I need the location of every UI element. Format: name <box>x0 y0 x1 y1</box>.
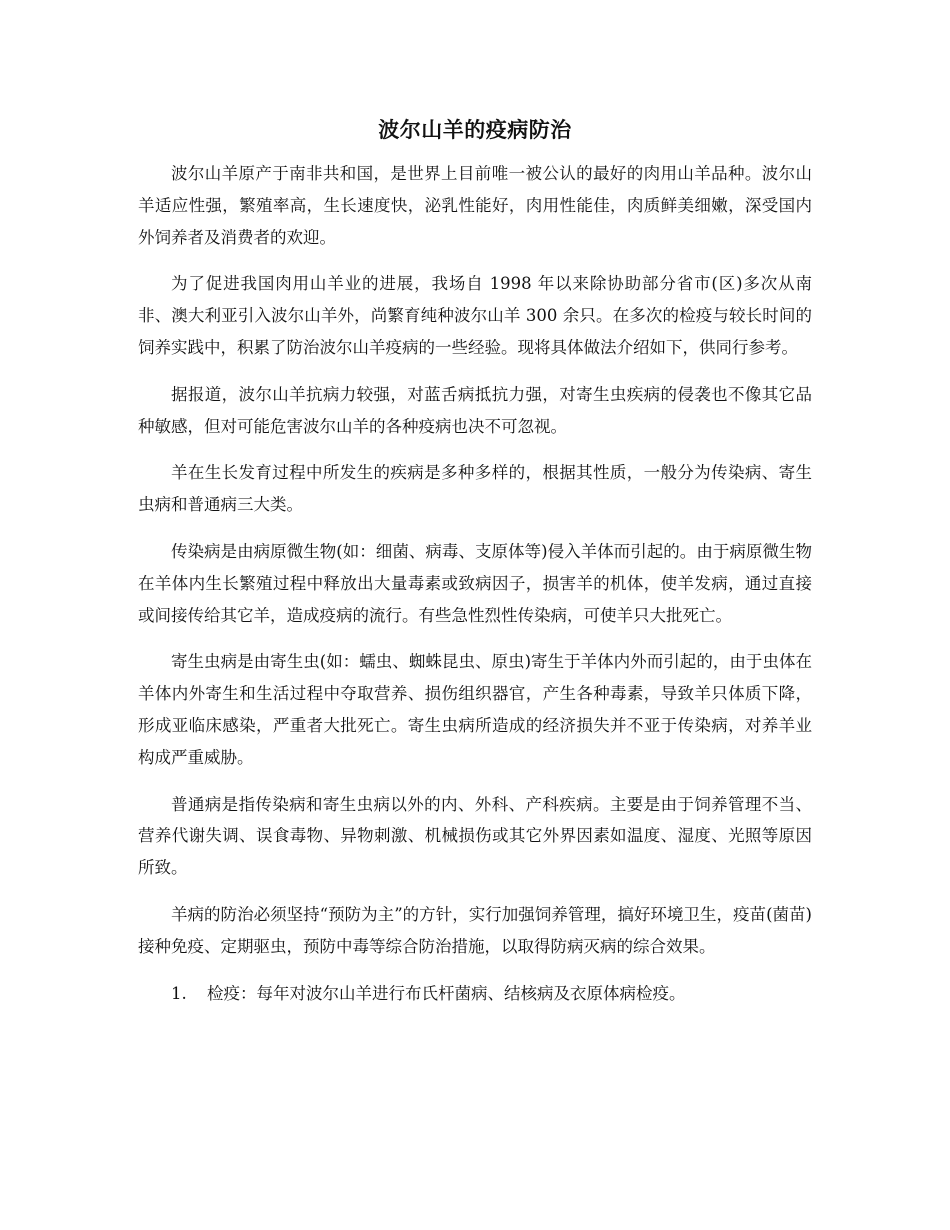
paragraph-disease-types: 羊在生长发育过程中所发生的疾病是多种多样的，根据其性质，一般分为传染病、寄生虫病和普通病三大类。 <box>138 463 812 515</box>
document-title: 波尔山羊的疫病防治 <box>378 117 572 142</box>
list-item-number: 1. <box>171 983 187 1003</box>
paragraph-background: 为了促进我国肉用山羊业的进展，我场自 1998 年以来除协助部分省市(区)多次从南非、澳大利亚引入波尔山羊外，尚繁育纯种波尔山羊 300 余只。在多次的检疫与较长时间的饲养实践中，积累了防治波尔山羊疫病的一些经验。现将具体做法介绍如下，供同行参考。 <box>138 274 812 357</box>
paragraph-common: 普通病是指传染病和寄生虫病以外的内、外科、产科疾病。主要是由于饲养管理不当、营养代谢失调、误食毒物、异物刺激、机械损伤或其它外界因素如温度、湿度、光照等原因所致。 <box>138 794 812 878</box>
list-item-text: 检疫：每年对波尔山羊进行布氏杆菌病、结核病及衣原体病检疫。 <box>207 983 686 1003</box>
paragraph-infectious: 传染病是由病原微生物(如：细菌、病毒、支原体等)侵入羊体而引起的。由于病原微生物在羊体内生长繁殖过程中释放出大量毒素或致病因子，损害羊的机体，使羊发病，通过直接或间接传给其它羊，造成疫病的流行。有些急性烈性传染病，可使羊只大批死亡。 <box>138 541 812 625</box>
document-page <box>138 114 812 1009</box>
paragraph-intro: 波尔山羊原产于南非共和国，是世界上目前唯一被公认的最好的肉用山羊品种。波尔山羊适应性强，繁殖率高，生长速度快，泌乳性能好，肉用性能佳，肉质鲜美细嫩，深受国内外饲养者及消费者的欢迎。 <box>138 164 812 247</box>
paragraph-parasitic: 寄生虫病是由寄生虫(如：蠕虫、蜘蛛昆虫、原虫)寄生于羊体内外而引起的，由于虫体在羊体内外寄生和生活过程中夺取营养、损伤组织器官，产生各种毒素，导致羊只体质下降，形成亚临床感染，严重者大批死亡。寄生虫病所造成的经济损失并不亚于传染病，对养羊业构成严重威胁。 <box>138 652 812 767</box>
paragraph-prevention: 羊病的防治必须坚持“预防为主”的方针，实行加强饲养管理，搞好环境卫生，疫苗(菌苗)接种免疫、定期驱虫，预防中毒等综合防治措施，以取得防病灭病的综合效果。 <box>138 904 812 956</box>
list-item <box>138 978 812 1010</box>
paragraph-resistance: 据报道，波尔山羊抗病力较强，对蓝舌病抵抗力强，对寄生虫疾病的侵袭也不像其它品种敏感，但对可能危害波尔山羊的各种疫病也决不可忽视。 <box>138 384 812 436</box>
